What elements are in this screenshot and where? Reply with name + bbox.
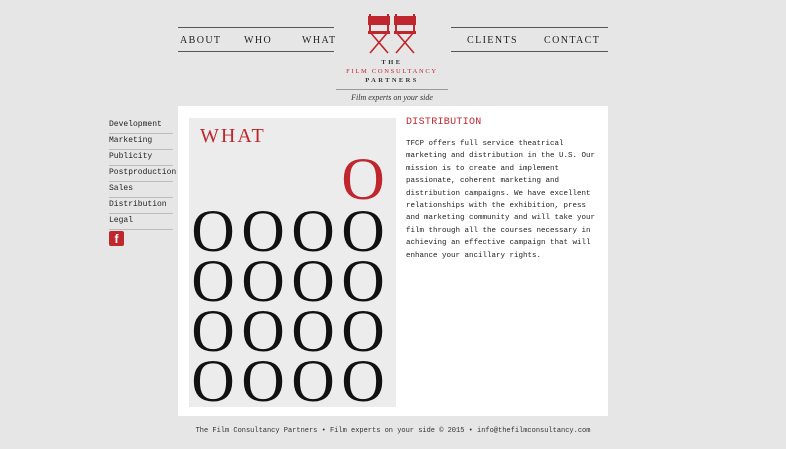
poster-o-letter: O	[291, 298, 335, 364]
sidebar-item-distribution[interactable]: Distribution	[109, 198, 173, 214]
poster-o-letter: O	[191, 248, 235, 314]
facebook-icon[interactable]: f	[109, 231, 124, 246]
poster-o-letter: O	[191, 348, 235, 407]
what-poster-image	[189, 118, 396, 407]
logo-line-partners: PARTNERS	[365, 77, 419, 84]
nav-rule-left-bottom	[178, 51, 334, 52]
nav-link-contact[interactable]: CONTACT	[544, 35, 601, 46]
logo-divider	[336, 89, 448, 90]
site-logo[interactable]	[336, 10, 448, 102]
poster-o-letter: O	[241, 298, 285, 364]
logo-tagline: Film experts on your side	[351, 93, 433, 102]
poster-o-letter: O	[291, 198, 335, 264]
sidebar-item-marketing[interactable]: Marketing	[109, 134, 173, 150]
poster-o-letter: O	[291, 248, 335, 314]
poster-o-letter: O	[241, 198, 285, 264]
nav-rule-right-bottom	[451, 51, 608, 52]
sidebar-item-legal[interactable]: Legal	[109, 214, 173, 230]
nav-link-what[interactable]: WHAT	[302, 35, 337, 46]
nav-rule-left-top	[178, 27, 334, 28]
poster-o-letter: O	[341, 348, 385, 407]
section-heading: DISTRIBUTION	[406, 117, 482, 128]
main-content-panel	[178, 106, 608, 416]
logo-line-the: THE	[381, 59, 403, 66]
poster-title: WHAT	[200, 125, 266, 147]
sidebar-menu	[109, 118, 177, 230]
poster-o-letter: O	[291, 348, 335, 407]
section-body-text: TFCP offers full service theatrical marketing and distribution in the U.S. Our mission is to create and implement passionate, coherent marketing and distribution campaigns. We have excellent relationships with the exhibition, press and marketing community and will take your film through all the courses necessary in achieving an effective campaign that will enhance your ancillary rights.	[406, 140, 596, 260]
nav-rule-right-top	[451, 27, 608, 28]
poster-red-o-letter: O	[341, 146, 385, 212]
poster-o-letter: O	[191, 298, 235, 364]
sidebar-item-development[interactable]: Development	[109, 118, 173, 134]
logo-line-film-consultancy: FILM CONSULTANCY	[346, 68, 438, 75]
poster-o-letter: O	[191, 198, 235, 264]
sidebar-item-publicity[interactable]: Publicity	[109, 150, 173, 166]
sidebar-item-sales[interactable]: Sales	[109, 182, 173, 198]
poster-o-letter: O	[241, 348, 285, 407]
poster-o-letter: O	[241, 248, 285, 314]
directors-chairs-icon	[367, 14, 417, 54]
nav-link-who[interactable]: WHO	[244, 35, 273, 46]
nav-link-about[interactable]: ABOUT	[180, 35, 222, 46]
poster-o-letter: O	[341, 198, 385, 264]
footer-text: The Film Consultancy Partners • Film experts on your side © 2015 • info@thefilmconsultancy.com	[195, 427, 591, 435]
poster-o-letter: O	[341, 298, 385, 364]
poster-o-letter: O	[341, 248, 385, 314]
nav-link-clients[interactable]: CLIENTS	[467, 35, 518, 46]
sidebar-item-postproduction[interactable]: Postproduction	[109, 166, 173, 182]
